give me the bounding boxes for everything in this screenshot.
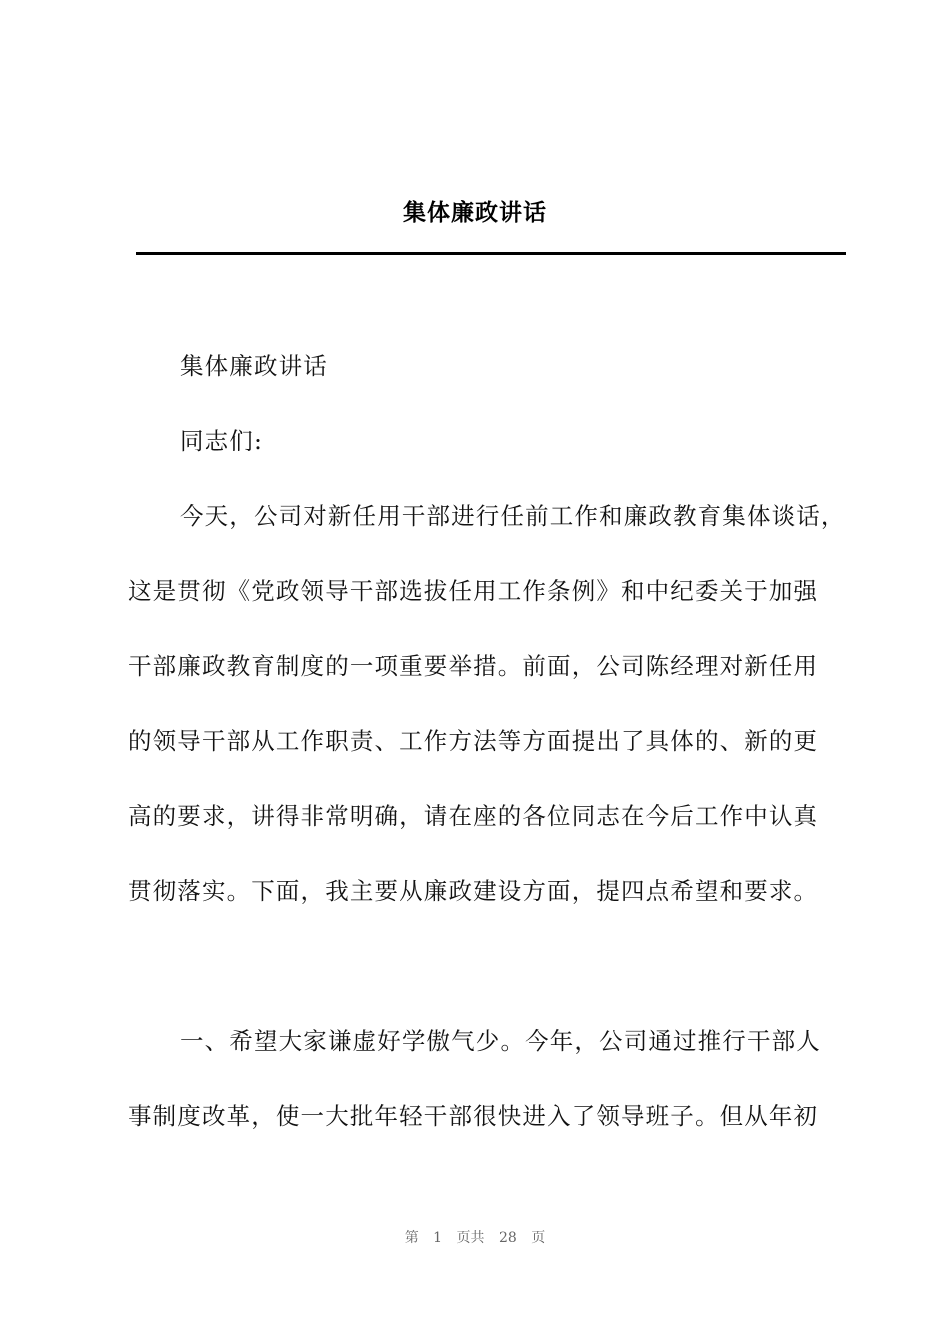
footer-label-middle: 页共 [456, 1230, 485, 1246]
paragraph-gap [128, 386, 848, 424]
paragraph-line: 一、希望大家谦虚好学傲气少。今年，公司通过推行干部人 [180, 1027, 821, 1055]
heading-line: 集体廉政讲话 [180, 352, 328, 380]
paragraph-line: 事制度改革，使一大批年轻干部很快进入了领导班子。但从年初 [128, 1102, 819, 1130]
footer-label-after: 页 [531, 1230, 546, 1246]
paragraph-line: 这是贯彻《党政领导干部选拔任用工作条例》和中纪委关于加强 [128, 577, 819, 605]
title-divider [136, 252, 846, 255]
paragraph-line: 贯彻落实。下面，我主要从廉政建设方面，提四点希望和要求。 [128, 877, 819, 905]
paragraph-gap [128, 948, 848, 986]
paragraph-line: 的领导干部从工作职责、工作方法等方面提出了具体的、新的更 [128, 727, 819, 755]
paragraph-gap [128, 911, 848, 949]
line-gap [128, 611, 848, 649]
salutation-line: 同志们: [180, 427, 264, 455]
page-total: 28 [499, 1230, 517, 1246]
line-gap [128, 836, 848, 874]
line-gap [128, 761, 848, 799]
line-gap [128, 1061, 848, 1099]
paragraph-gap [128, 986, 848, 1024]
line-gap [128, 536, 848, 574]
footer-label-before: 第 [404, 1230, 419, 1246]
paragraph-line: 高的要求，讲得非常明确，请在座的各位同志在今后工作中认真 [128, 802, 819, 830]
document-body [128, 348, 848, 1136]
document-title: 集体廉政讲话 [403, 200, 547, 226]
page-footer [0, 1228, 950, 1248]
paragraph-gap [128, 461, 848, 499]
paragraph-line: 干部廉政教育制度的一项重要举措。前面，公司陈经理对新任用 [128, 652, 819, 680]
page-number: 1 [433, 1230, 443, 1246]
line-gap [128, 686, 848, 724]
paragraph-line: 今天，公司对新任用干部进行任前工作和廉政教育集体谈话， [180, 502, 846, 530]
